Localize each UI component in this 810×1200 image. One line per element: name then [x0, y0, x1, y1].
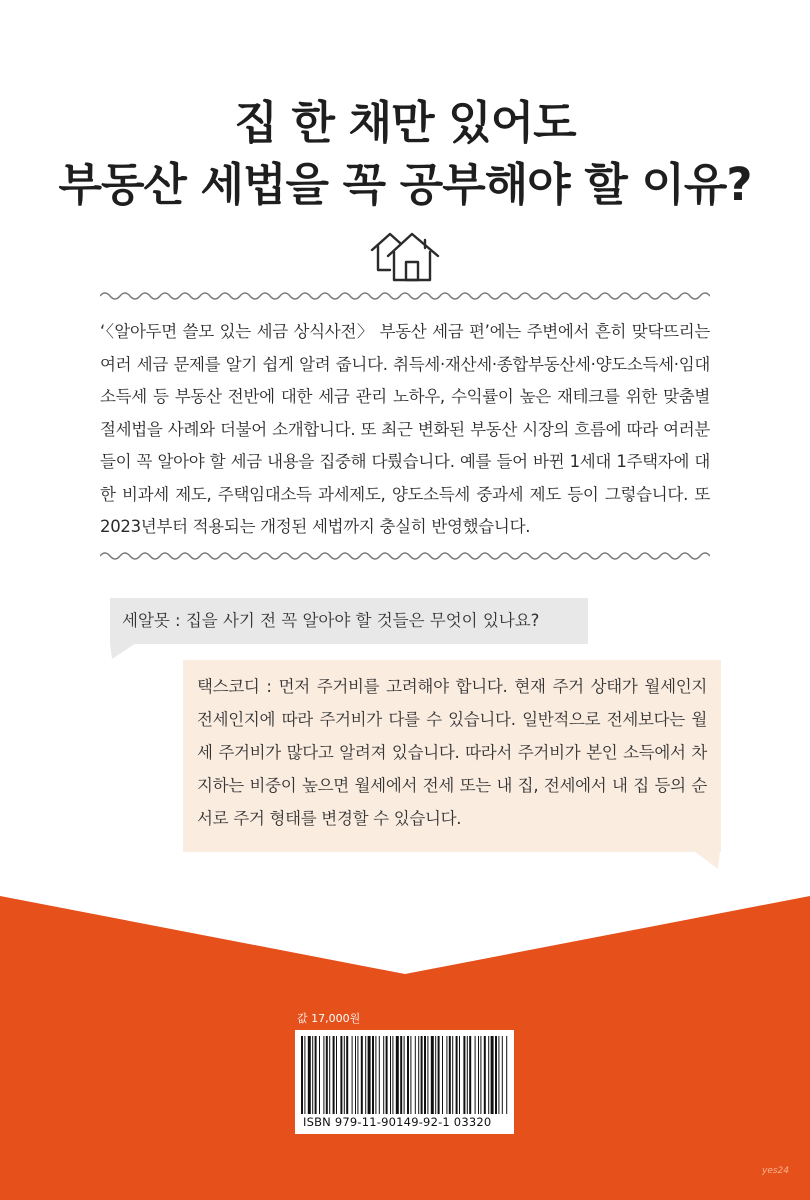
- answer-text: 택스코디 : 먼저 주거비를 고려해야 합니다. 현재 주거 상태가 월세인지 전세인지에 따라 주거비가 다를 수 있습니다. 일반적으로 전세보다는 월세 주거비가 많다고 알려져 있습니다. 따라서 주거비가 본인 소득에서 차지하는 비중이 높으면 월세에서 전세 또는 내 집, 전세에서 내 집 등의 순서로 주거 형태를 변경할 수 있습니다.: [197, 677, 707, 828]
- question-text: 세알못 : 집을 사기 전 꼭 알아야 할 것들은 무엇이 있나요?: [122, 611, 540, 630]
- wavy-divider-bottom: [100, 550, 710, 562]
- description-paragraph: ‘〈알아두면 쓸모 있는 세금 상식사전〉 부동산 세금 편’에는 주변에서 흔히 맞닥뜨리는 여러 세금 문제를 알기 쉽게 알려 줍니다. 취득세·재산세·종합부동산세·양도소득세·임대소득세 등 부동산 전반에 대한 세금 관리 노하우, 수익률이 높은 재테크를 위한 맞춤별 절세법을 사례와 더불어 소개합니다. 또 최근 변화된 부동산 시장의 흐름에 따라 여러분들이 꼭 알아야 할 세금 내용을 집중해 다뤘습니다. 예를 들어 바뀐 1세대 1주택자에 대한 비과세 제도, 주택임대소득 과세제도, 양도소득세 중과세 제도 등이 그렇습니다. 또 2023년부터 적용되는 개정된 세법까지 충실히 반영했습니다.: [100, 322, 710, 536]
- wavy-divider-top: [100, 290, 710, 302]
- answer-bubble: [183, 660, 721, 852]
- publisher-watermark: yes24: [762, 1166, 790, 1176]
- barcode-graphic: [301, 1036, 508, 1114]
- question-bubble-tail: [110, 643, 136, 659]
- answer-bubble-tail: [694, 851, 720, 869]
- title-line-2: 부동산 세법을 꼭 공부해야 할 이유?: [58, 158, 752, 211]
- price-label: 값 17,000원: [297, 1012, 361, 1025]
- houses-icon: [370, 228, 440, 284]
- question-bubble: [110, 598, 588, 644]
- isbn-number: ISBN 979-11-90149-92-1 03320: [303, 1115, 492, 1129]
- barcode-panel: [295, 1030, 514, 1134]
- cover-title: [0, 92, 810, 216]
- title-line-1: 집 한 채만 있어도: [234, 96, 576, 149]
